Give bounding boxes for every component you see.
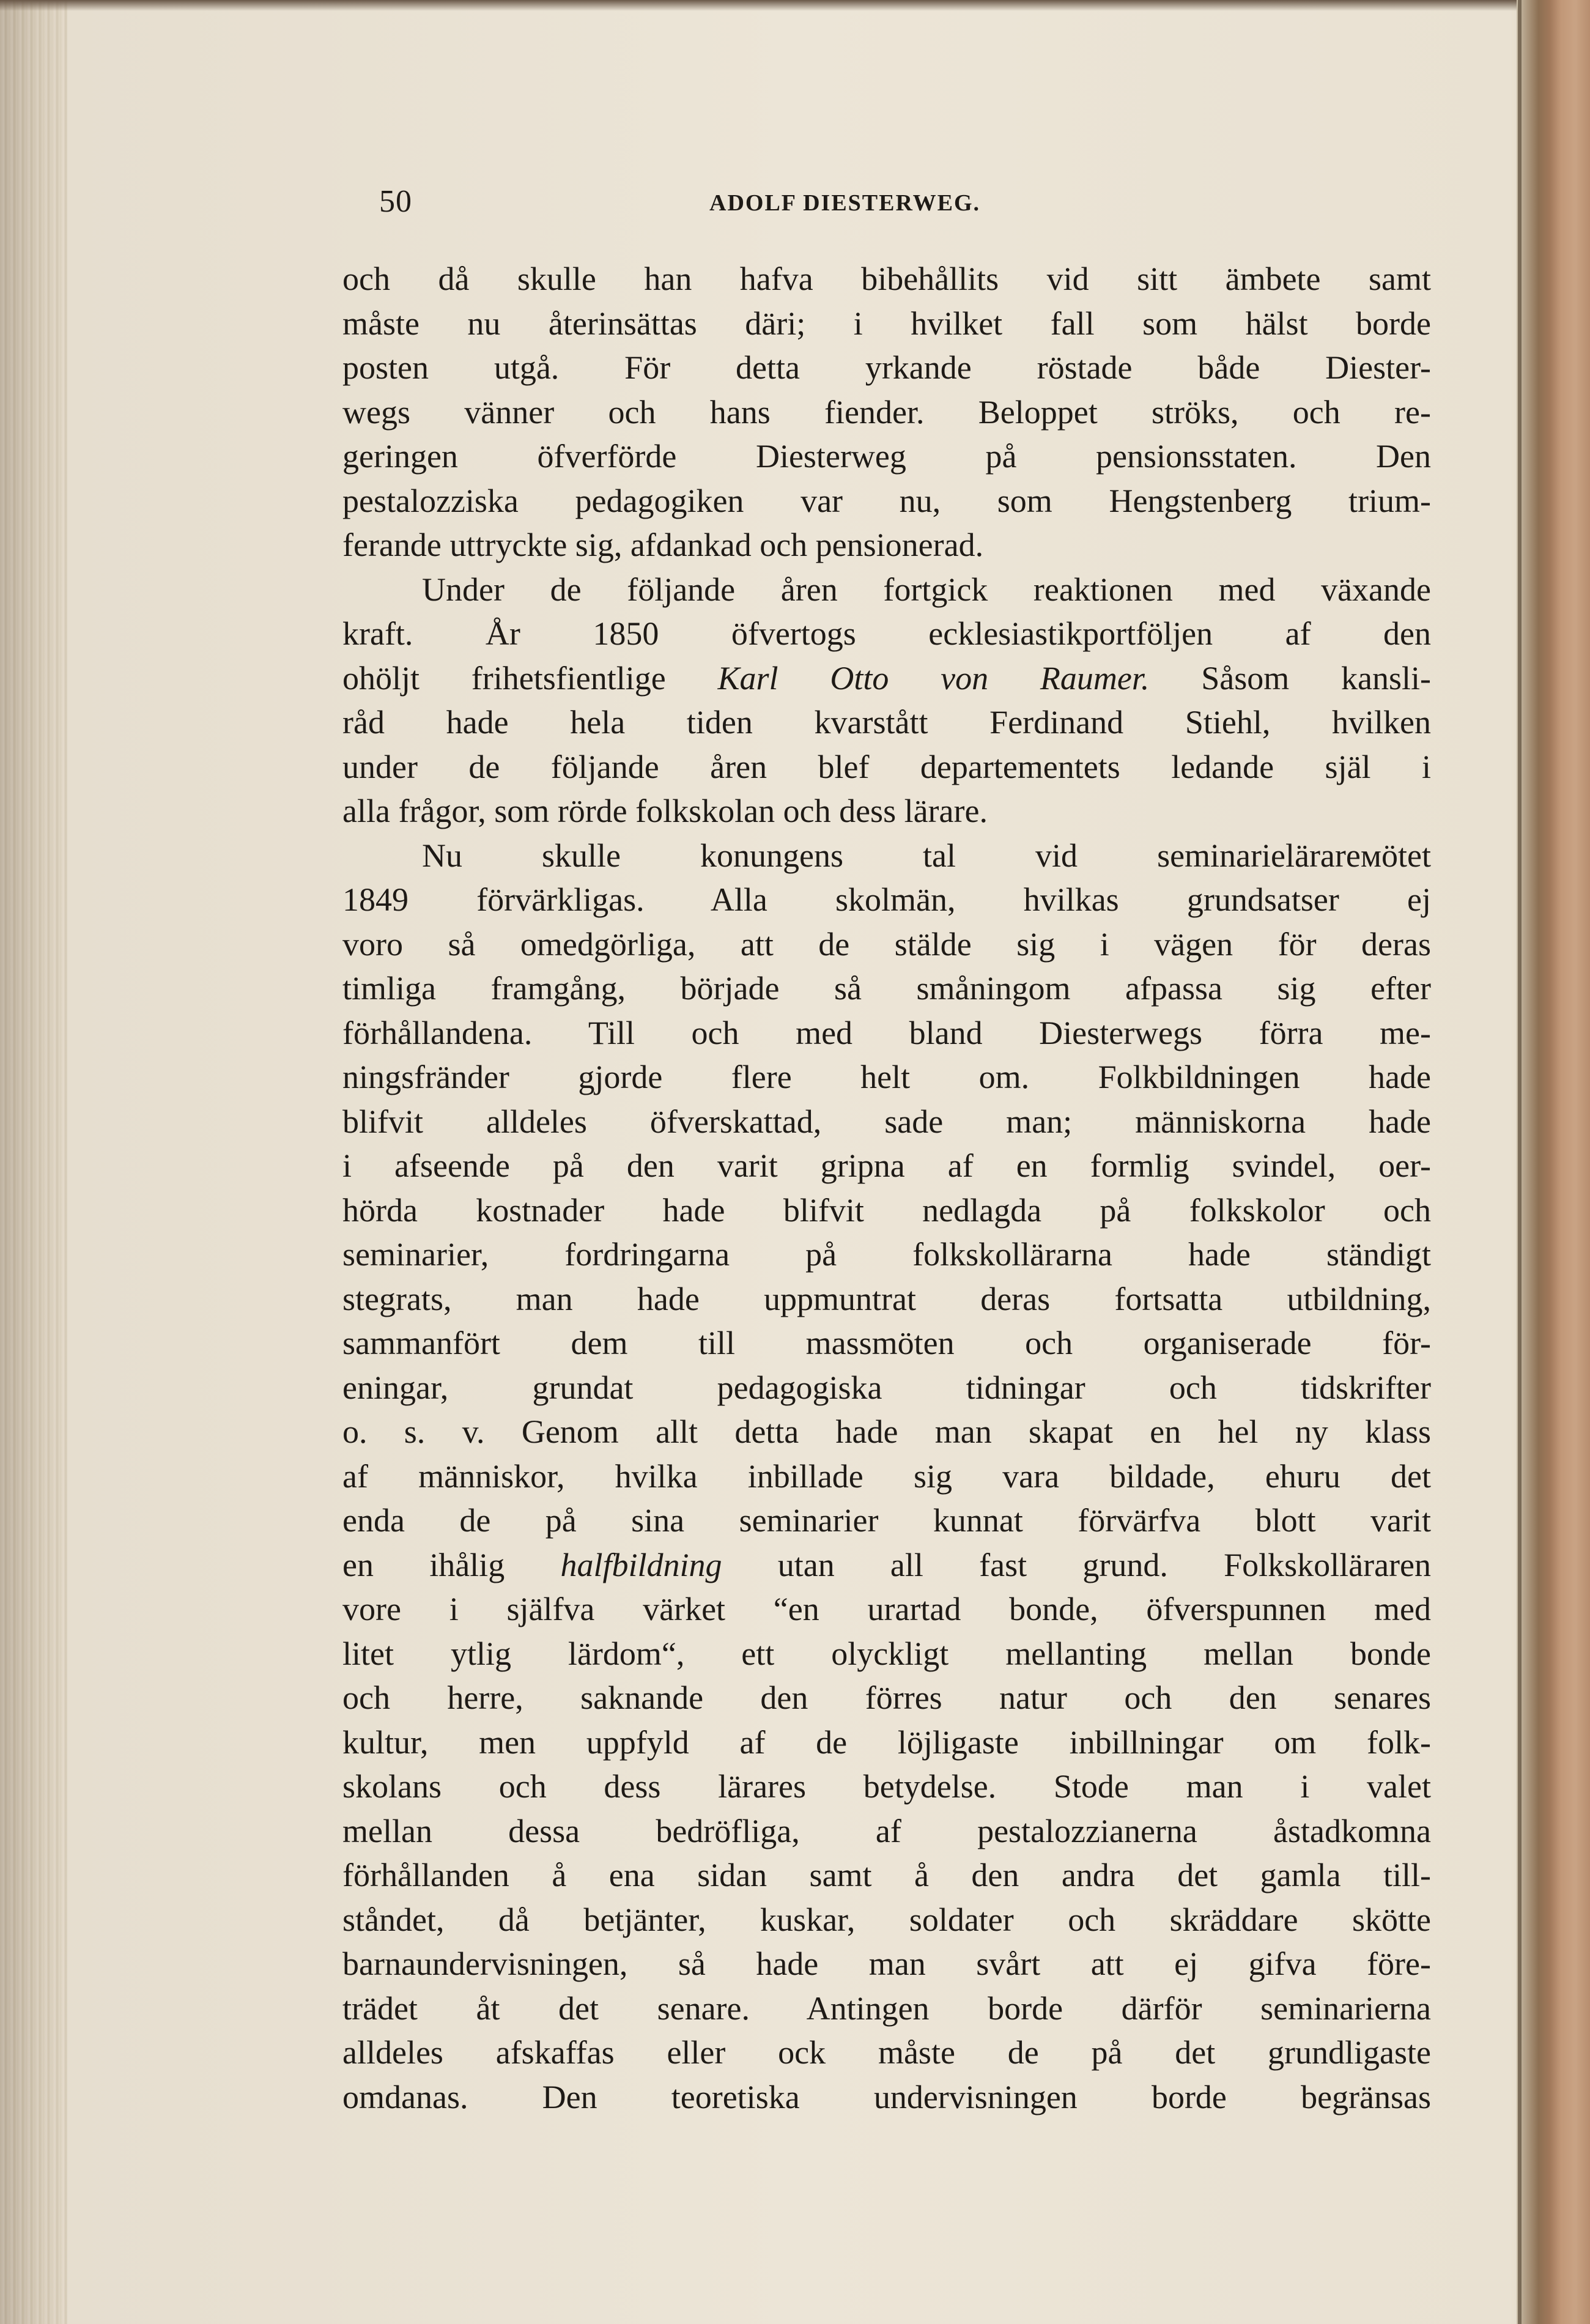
text-line: förhållandena. Till och med bland Diesterwegs förra me- xyxy=(342,1014,1431,1051)
text-line: posten utgå. För detta yrkande röstade både Diester- xyxy=(342,349,1431,386)
top-shadow xyxy=(0,0,1590,11)
text-line: timliga framgång, började så småningom afpassa sig efter xyxy=(342,970,1431,1007)
text-line: enda de på sina seminarier kunnat förvärfva blott varit xyxy=(342,1502,1431,1539)
text-line: ningsfränder gjorde flere helt om. Folkbildningen hade xyxy=(342,1059,1431,1095)
text-line: af människor, hvilka inbillade sig vara bildade, ehuru det xyxy=(342,1457,1431,1495)
text-line: mellan dessa bedröfliga, af pestalozzianerna åstadkomna xyxy=(342,1812,1431,1849)
running-title: ADOLF DIESTERWEG. xyxy=(709,190,981,216)
text-line: o. s. v. Genom allt detta hade man skapat en hel ny klass xyxy=(342,1413,1431,1450)
text-line: stegrats, man hade uppmuntrat deras fortsatta utbildning, xyxy=(342,1280,1431,1317)
text-line: vore i själfva värket “en urartad bonde, öfverspunnen med xyxy=(342,1591,1431,1627)
italic-term: halfbildning xyxy=(560,1546,722,1583)
text-segment: en ihålig xyxy=(342,1546,505,1583)
text-line: sammanfört dem till massmöten och organiserade för- xyxy=(342,1325,1431,1361)
body-text xyxy=(342,257,1431,2119)
text-line: omdanas. Den teoretiska undervisningen borde begränsas xyxy=(342,2078,1431,2115)
text-line: kraft. År 1850 öfvertogs ecklesiastikportföljen af den xyxy=(342,615,1431,652)
text-line: barnaundervisningen, så hade man svårt att ej gifva före- xyxy=(342,1945,1431,1982)
text-line: geringen öfverförde Diesterweg på pensionsstaten. Den xyxy=(342,438,1431,475)
text-line: voro så omedgörliga, att de stälde sig i vägen för deras xyxy=(342,925,1431,963)
text-line: skolans och dess lärares betydelse. Stode man i valet xyxy=(342,1768,1431,1805)
page-number: 50 xyxy=(379,184,412,219)
text-line: litet ytlig lärdom“, ett olyckligt mellanting mellan bonde xyxy=(342,1635,1431,1672)
text-line: seminarier, fordringarna på folkskollärarna hade ständigt xyxy=(342,1236,1431,1273)
text-line: i afseende på den varit gripna af en formlig svindel, oer- xyxy=(342,1147,1431,1184)
text-line-mixed xyxy=(342,1543,1431,1588)
text-line: wegs vänner och hans fiender. Beloppet ströks, och re- xyxy=(342,393,1431,431)
text-line: trädet åt det senare. Antingen borde därför seminarierna xyxy=(342,1989,1431,2027)
page-stack-edge xyxy=(0,0,67,2324)
text-line: kultur, men uppfyld af de löjligaste inbillningar om folk- xyxy=(342,1723,1431,1761)
text-line: Under de följande åren fortgick reaktionen med växande xyxy=(422,571,1431,608)
text-line: hörda kostnader hade blifvit nedlagda på folkskolor och xyxy=(342,1191,1431,1229)
text-line: under de följande åren blef departementets ledande själ i xyxy=(342,748,1431,785)
text-line: måste nu återinsättas däri; i hvilket fall som hälst borde xyxy=(342,305,1431,342)
text-line: ståndet, då betjänter, kuskar, soldater och skräddare skötte xyxy=(342,1901,1431,1938)
book-page xyxy=(330,171,1432,2115)
book-gutter xyxy=(1517,0,1590,2324)
text-line: och herre, saknande den förres natur och den senares xyxy=(342,1679,1431,1716)
italic-name: Karl Otto von Raumer. xyxy=(717,659,1150,697)
text-segment: Såsom kansli- xyxy=(1201,659,1432,697)
text-line: alla frågor, som rörde folkskolan och dess lärare. xyxy=(342,793,988,829)
text-segment: utan all fast grund. Folkskolläraren xyxy=(777,1546,1432,1583)
text-line: Nu skulle konungens tal vid seminarielärarемötet xyxy=(422,837,1431,874)
text-line: förhållanden å ena sidan samt å den andra det gamla till- xyxy=(342,1857,1431,1893)
running-head xyxy=(330,171,1431,245)
text-line: eningar, grundat pedagogiska tidningar och tidskrifter xyxy=(342,1369,1431,1406)
text-line-mixed xyxy=(342,656,1431,701)
text-line: ferande uttryckte sig, afdankad och pensionerad. xyxy=(342,527,984,563)
text-line: alldeles afskaffas eller ock måste de på det grundligaste xyxy=(342,2034,1431,2071)
text-line: blifvit alldeles öfverskattad, sade man; människorna hade xyxy=(342,1103,1431,1140)
text-line: 1849 förvärkligas. Alla skolmän, hvilkas grundsatser ej xyxy=(342,881,1431,918)
text-segment: ohöljt frihetsfientlige xyxy=(342,659,666,697)
gutter-fold-line xyxy=(1518,0,1522,2324)
text-line: och då skulle han hafva bibehållits vid sitt ämbete samt xyxy=(342,261,1431,297)
text-line: pestalozziska pedagogiken var nu, som Hengstenberg trium- xyxy=(342,482,1431,519)
text-line: råd hade hela tiden kvarstått Ferdinand Stiehl, hvilken xyxy=(342,704,1431,741)
